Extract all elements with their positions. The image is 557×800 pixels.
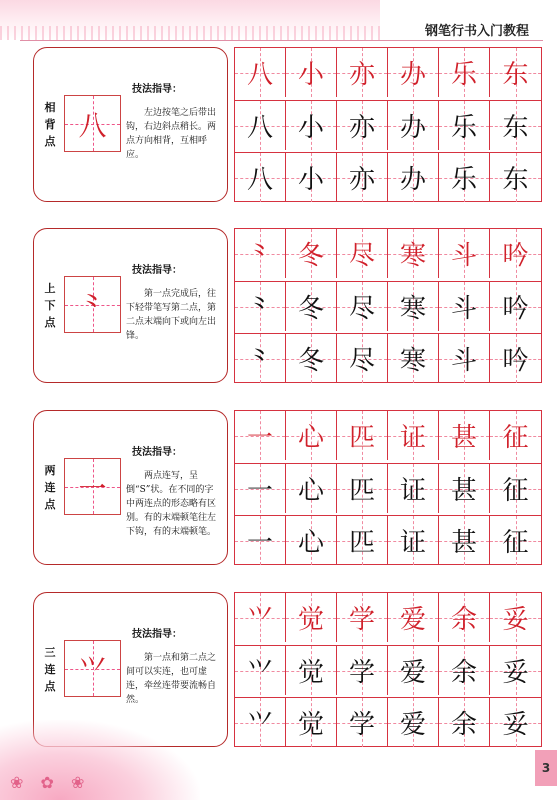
guide-heading: 技法指导： <box>132 629 182 640</box>
grid-cell: 一 <box>235 411 286 460</box>
practice-grid <box>234 228 542 383</box>
guide-text: 左边按笔之后带出钩，右边斜点稍长。两点方向相背，互相呼应。 <box>126 108 217 160</box>
technique-card <box>33 228 228 383</box>
practice-grid <box>234 410 542 565</box>
grid-cell: 东 <box>490 48 541 97</box>
grid-cell: 妥 <box>490 698 541 747</box>
grid-cell: 觉 <box>286 646 337 695</box>
grid-cell: 证 <box>388 516 439 565</box>
demo-grid-box <box>64 95 121 152</box>
grid-cell: 冬 <box>286 229 337 278</box>
practice-row <box>235 152 541 202</box>
grid-cell: 尽 <box>337 282 388 331</box>
grid-cell: ⺀ <box>235 334 286 383</box>
grid-cell: 八 <box>235 153 286 202</box>
practice-row-model <box>235 593 541 642</box>
grid-cell: ⺀ <box>235 229 286 278</box>
grid-cell: 八 <box>235 48 286 97</box>
guide-text: 两点连写，呈倒“S”状。在不同的字中两连点的形态略有区别。有的末端顿笔往左下钩，有的末端顿笔。 <box>126 471 217 537</box>
grid-cell: 办 <box>388 153 439 202</box>
grid-cell: 妥 <box>490 646 541 695</box>
stroke-section-3 <box>33 410 543 565</box>
grid-cell: 乐 <box>439 153 490 202</box>
page-header-title: 钢笔行书入门教程 <box>424 24 529 39</box>
grid-cell: 吟 <box>490 282 541 331</box>
grid-cell: 学 <box>337 698 388 747</box>
demo-stroke: ⺍ <box>78 653 107 687</box>
grid-cell: 寒 <box>388 282 439 331</box>
grid-cell: 一 <box>235 516 286 565</box>
stroke-section-1 <box>33 47 543 202</box>
demo-stroke: ⺀ <box>78 289 107 323</box>
grid-cell: 余 <box>439 593 490 642</box>
grid-cell: 爱 <box>388 593 439 642</box>
header-divider <box>20 40 543 41</box>
technique-card <box>33 47 228 202</box>
grid-cell: 证 <box>388 411 439 460</box>
grid-cell: 匹 <box>337 464 388 513</box>
grid-cell: 斗 <box>439 229 490 278</box>
practice-grid <box>234 47 542 202</box>
grid-cell: 甚 <box>439 411 490 460</box>
grid-cell: 爱 <box>388 698 439 747</box>
practice-row <box>235 697 541 747</box>
stroke-name: 两连点 <box>44 464 56 511</box>
grid-cell: 小 <box>286 153 337 202</box>
grid-cell: ⺍ <box>235 698 286 747</box>
grid-cell: 斗 <box>439 282 490 331</box>
grid-cell: 吟 <box>490 334 541 383</box>
guide-heading: 技法指导： <box>132 265 182 276</box>
guide-heading: 技法指导： <box>132 84 182 95</box>
practice-row <box>235 333 541 383</box>
stroke-name: 上下点 <box>44 282 56 329</box>
grid-cell: 一 <box>235 464 286 513</box>
grid-cell: 寒 <box>388 229 439 278</box>
grid-cell: 亦 <box>337 101 388 150</box>
practice-row-model <box>235 229 541 278</box>
demo-grid-box <box>64 640 121 697</box>
demo-grid-box <box>64 458 121 515</box>
stroke-section-2 <box>33 228 543 383</box>
grid-cell: 吟 <box>490 229 541 278</box>
grid-cell: 征 <box>490 464 541 513</box>
practice-row <box>235 515 541 565</box>
grid-cell: 小 <box>286 48 337 97</box>
grid-cell: 心 <box>286 516 337 565</box>
grid-cell: 办 <box>388 48 439 97</box>
grid-cell: ⺍ <box>235 593 286 642</box>
grid-cell: 余 <box>439 698 490 747</box>
grid-cell: 小 <box>286 101 337 150</box>
practice-row <box>235 463 541 513</box>
demo-stroke: 八 <box>78 108 107 142</box>
grid-cell: 妥 <box>490 593 541 642</box>
stroke-name: 三连点 <box>44 646 56 693</box>
grid-cell: 觉 <box>286 698 337 747</box>
grid-cell: 亦 <box>337 48 388 97</box>
grid-cell: 尽 <box>337 334 388 383</box>
grid-cell: 证 <box>388 464 439 513</box>
grid-cell: 亦 <box>337 153 388 202</box>
grid-cell: 心 <box>286 411 337 460</box>
grid-cell: 东 <box>490 101 541 150</box>
grid-cell: 征 <box>490 411 541 460</box>
flower-decoration <box>0 720 200 800</box>
demo-stroke: 一 <box>78 471 107 505</box>
grid-cell: ⺀ <box>235 282 286 331</box>
grid-cell: 寒 <box>388 334 439 383</box>
practice-row <box>235 645 541 695</box>
grid-cell: 征 <box>490 516 541 565</box>
grid-cell: 甚 <box>439 464 490 513</box>
grid-cell: 余 <box>439 646 490 695</box>
grid-cell: 觉 <box>286 593 337 642</box>
grid-cell: 爱 <box>388 646 439 695</box>
stroke-name: 相背点 <box>44 101 56 148</box>
grid-cell: 冬 <box>286 282 337 331</box>
guide-text: 第一点和第二点之间可以实连，也可虚连，牵丝连带要流畅自然。 <box>126 653 217 705</box>
grid-cell: 办 <box>388 101 439 150</box>
practice-row-model <box>235 48 541 97</box>
grid-cell: 尽 <box>337 229 388 278</box>
guide-heading: 技法指导： <box>132 447 182 458</box>
grid-cell: 冬 <box>286 334 337 383</box>
grid-cell: 乐 <box>439 48 490 97</box>
practice-grid <box>234 592 542 747</box>
grid-cell: 匹 <box>337 411 388 460</box>
header-decoration <box>0 0 380 40</box>
guide-text: 第一点完成后，往下轻带笔写第二点，第二点末端向下或向左出锋。 <box>126 289 217 341</box>
practice-row <box>235 281 541 331</box>
grid-cell: 学 <box>337 593 388 642</box>
grid-cell: 匹 <box>337 516 388 565</box>
grid-cell: 甚 <box>439 516 490 565</box>
grid-cell: ⺍ <box>235 646 286 695</box>
grid-cell: 乐 <box>439 101 490 150</box>
practice-row-model <box>235 411 541 460</box>
grid-cell: 斗 <box>439 334 490 383</box>
grid-cell: 八 <box>235 101 286 150</box>
grid-cell: 学 <box>337 646 388 695</box>
grid-cell: 心 <box>286 464 337 513</box>
page-number: 3 <box>535 750 557 786</box>
demo-grid-box <box>64 276 121 333</box>
grid-cell: 东 <box>490 153 541 202</box>
practice-row <box>235 100 541 150</box>
technique-card <box>33 410 228 565</box>
